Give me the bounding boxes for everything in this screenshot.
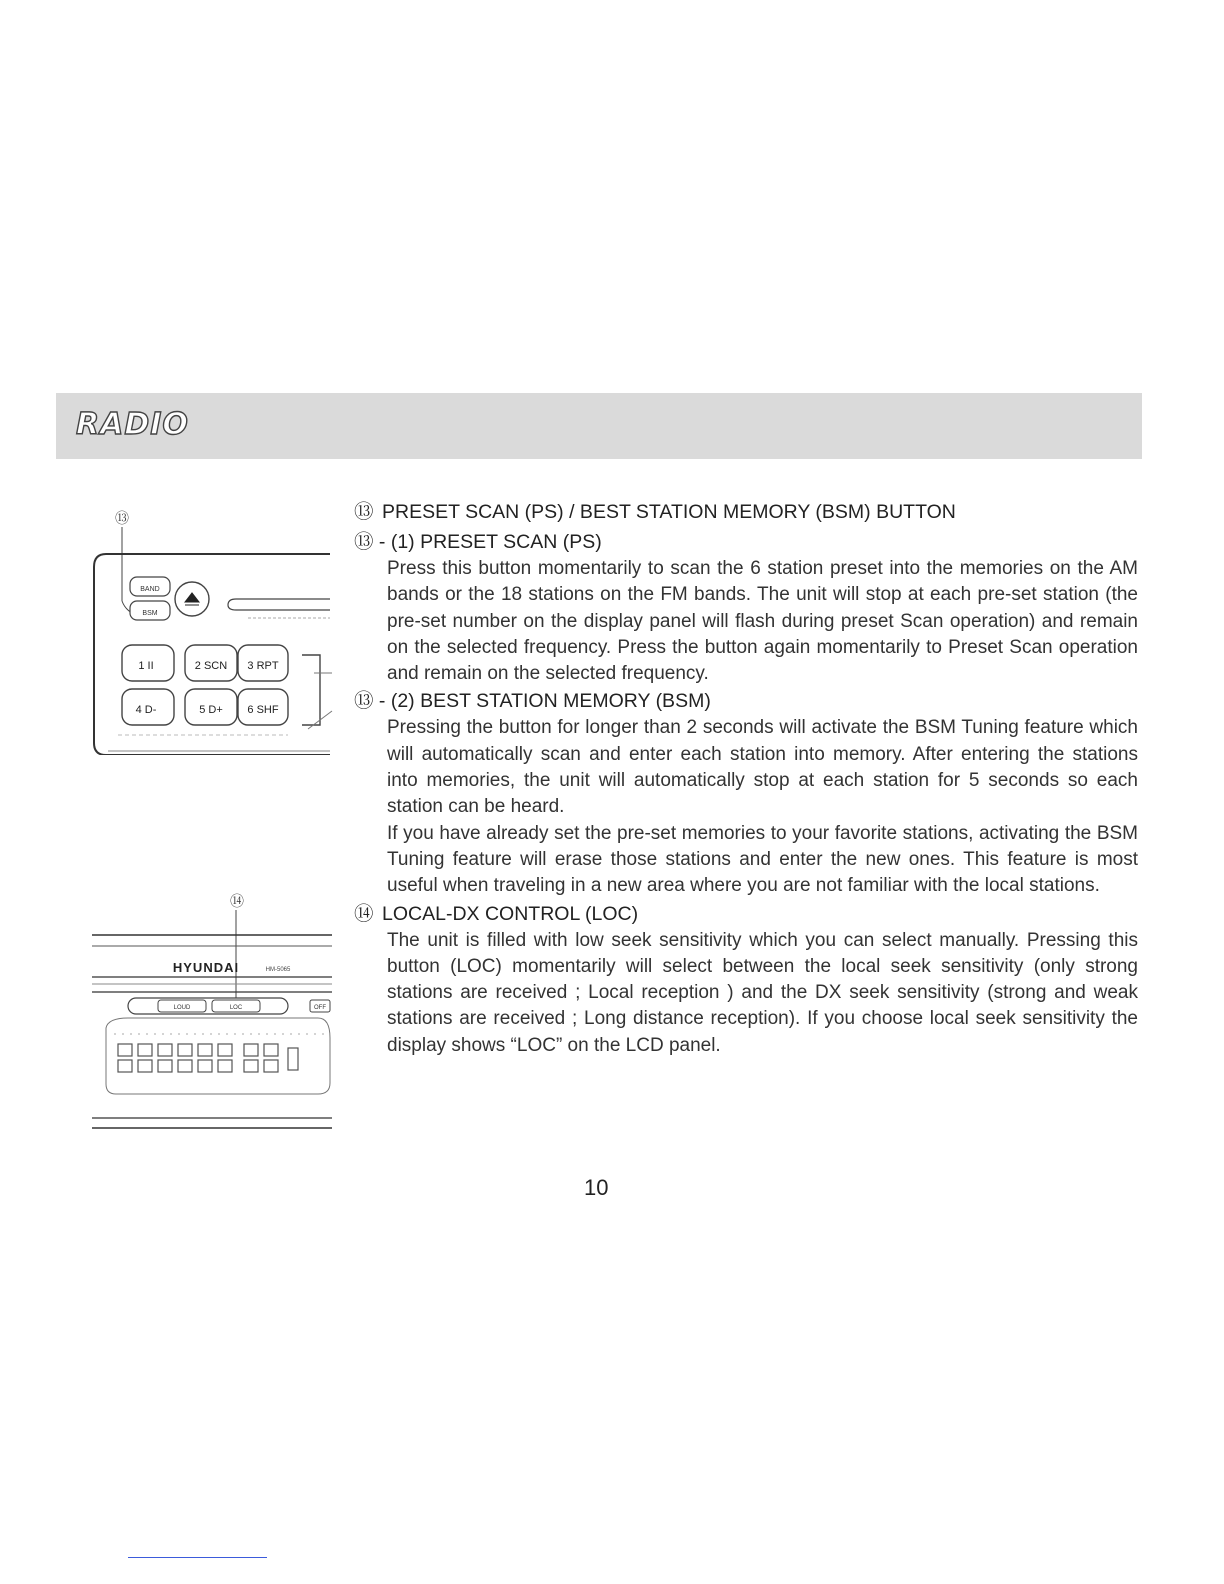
section-title: RADIO (76, 407, 189, 442)
bsm-text-1: Pressing the button for longer than 2 seconds will activate the BSM Tuning feature which will automatically scan and enter each station into memory. After entering the stations into memories, the unit will automatically stop at each station for 5 seconds so each station can be heard. (387, 717, 1138, 818)
model-number: HM-5065 (265, 967, 291, 973)
section-14-title: LOCAL-DX CONTROL (LOC) (382, 902, 639, 925)
instructions-content (354, 498, 1138, 1059)
page-number: 10 (584, 1175, 609, 1200)
callout-13: ⑬ (115, 511, 129, 527)
preset-scan-text: Press this button momentarily to scan the 6 station preset into the memories on the AM bands or the 18 stations on the FM bands. The unit will stop at each pre-set station (the pre-set number on the display panel will flash during preset Scan operation) and remain on the selected frequency. Press the button again momentarily to Preset Scan operation and remain on the selected frequency. (387, 558, 1138, 685)
preset-scan-heading: ⑬ - (1) PRESET SCAN (PS) (354, 531, 602, 553)
off-label: OFF (314, 1005, 326, 1011)
preset-6-label: 6 SHF (247, 704, 279, 716)
preset-buttons-illustration (88, 505, 336, 755)
brand-logo: HYUNDAI (172, 960, 240, 975)
loc-display-illustration (88, 888, 336, 1143)
footer-rule (128, 1557, 267, 1558)
section-header-band (56, 393, 1142, 459)
preset-4-label: 4 D- (135, 704, 157, 716)
section-14-heading (354, 900, 1138, 928)
section-13-heading (354, 498, 1138, 526)
preset-1-label: 1 II (138, 660, 154, 672)
bsm-heading: ⑬ - (2) BEST STATION MEMORY (BSM) (354, 690, 711, 713)
figure-preset-buttons (88, 505, 336, 755)
loc-text: The unit is filled with low seek sensitivity which you can select manually. Pressing this button (LOC) momentarily will select between the local seek sensitivity (only strong stations are received ; Local reception ) and the DX seek sensitivity (strong and weak stations are received ; Long distance reception). If you choose local seek sensitivity the display shows “LOC” on the LCD panel. (387, 929, 1138, 1056)
section-13-title: PRESET SCAN (PS) / BEST STATION MEMORY (BSM) BUTTON (382, 501, 956, 523)
loud-label: LOUD (173, 1005, 191, 1011)
figure-loc-display (88, 888, 336, 1143)
preset-5-label: 5 D+ (199, 704, 223, 716)
section-14-number: ⑭ (354, 902, 374, 925)
loc-label: LOC (229, 1005, 243, 1011)
bsm-label: BSM (142, 610, 158, 617)
callout-14: ⑭ (230, 894, 244, 910)
band-label: BAND (140, 586, 160, 593)
bsm-text-2: If you have already set the pre-set memories to your favorite stations, activating the BSM Tuning feature will erase those stations and enter the new ones. This feature is most useful when traveling in a new area where you are not familiar with the local stations. (387, 822, 1138, 897)
preset-3-label: 3 RPT (247, 660, 279, 672)
section-13-number: ⑬ (354, 501, 374, 523)
preset-2-label: 2 SCN (194, 660, 228, 672)
